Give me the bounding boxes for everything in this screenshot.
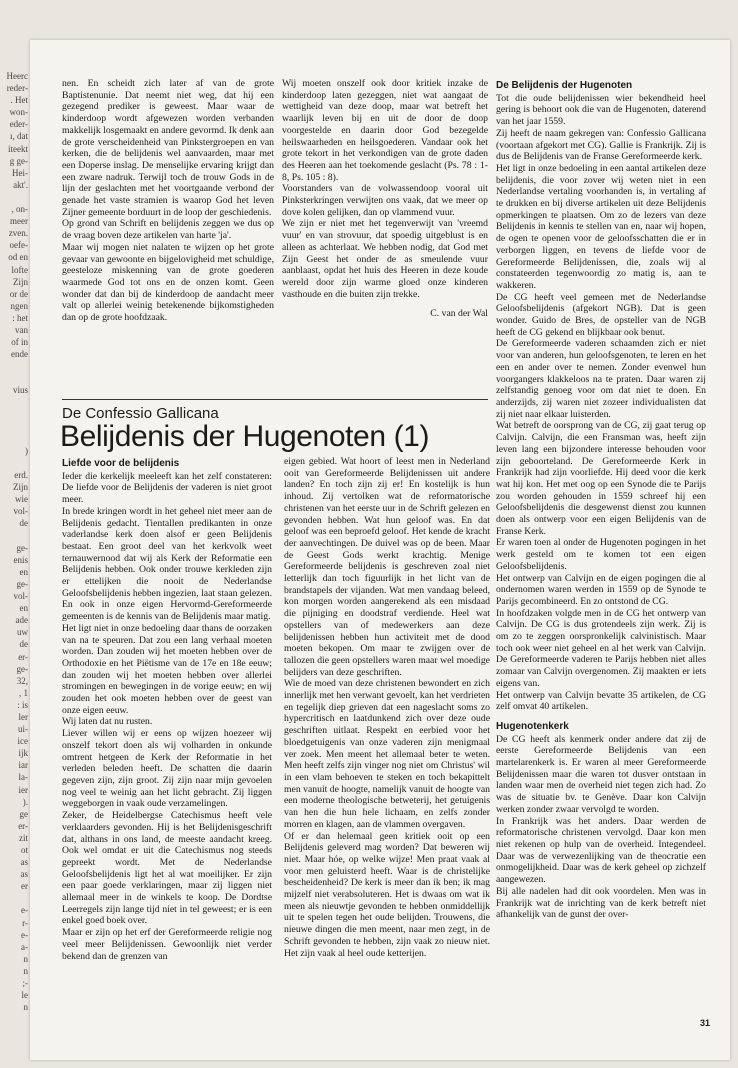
margin-fragment: of in	[11, 337, 28, 348]
paragraph: Zeker, de Heidelbergse Catechismus heeft vele verklaarders gevonden. Hij is het Belijdenisgeschrift dat, althans in ons land, de meeste aandacht kreeg. Ook wel omdat er uit die Catechismus nog steeds gepreekt wordt. Met de Nederlandse Geloofsbelijdenis ligt het al wat moeilijker. Er zijn een paar goede verklaringen, maar zij liggen niet allemaal meer in de winkels te koop. De Dordtse Leerregels zijn lange tijd niet in tel geweest; er is een enkel goed boek over.	[62, 810, 272, 927]
paragraph: Ieder die kerkelijk meeleeft kan het zelf constateren: De liefde voor de Belijdenis der vaderen is niet groot meer.	[62, 470, 272, 506]
margin-fragment	[0, 892, 28, 904]
margin-fragment: as	[20, 869, 28, 880]
margin-fragment: vol-	[13, 591, 28, 602]
margin-fragment: ier	[18, 784, 28, 795]
margin-fragment: ende	[11, 349, 28, 360]
margin-fragment	[0, 409, 28, 421]
paragraph: Er waren toen al onder de Hugenoten pogingen in het werk gesteld om te komen tot een eigen Geloofsbelijdenis.	[496, 537, 706, 572]
paragraph: De Gereformeerde vaderen schaamden zich er niet voor van anderen, hun geloofsgenoten, te leren en het een en ander over te nemen. Zonder evenwel hun voorgangers klakkeloos na te praten. Daar waren zij zelfstandig genoeg voor om dat niet te doen. En anderzijds, zij waren niet zozeer individualisten dat zij niet naar elkaar luisterden.	[496, 338, 706, 420]
article2-column-c	[496, 78, 706, 1018]
margin-fragment: de	[19, 518, 28, 529]
margin-fragment: zit	[19, 832, 28, 843]
margin-fragment: wie	[15, 494, 28, 505]
article-title: Belijdenis der Hugenoten (1)	[60, 420, 430, 453]
margin-fragment: vol-	[13, 506, 28, 517]
margin-fragment: er	[21, 881, 28, 892]
margin-fragment: : is	[17, 699, 28, 710]
article1-column-b	[282, 78, 488, 400]
margin-fragment: en	[19, 603, 28, 614]
margin-fragment	[0, 457, 28, 469]
paragraph: Het ligt in onze bedoeling in een aantal artikelen deze belijdenis, die voor zover wij weten niet in een Nederlandse vertaling voorhanden is, in vertaling af te drukken en bij diverse artikelen uit deze Belijdenis opmerkingen te plaatsen. Om zo de lezers van deze Belijdenis in kennis te stellen van en, naar wij hopen, de ogen te openen voor de geloofsschatten die er in verborgen liggen, en tevens de liefde voor de Gereformeerde Belijdenissen, die, zoals wij al constateerden tegenwoordig zo matig is, aan te wakkeren.	[496, 162, 706, 291]
margin-fragment: n	[23, 953, 28, 964]
margin-fragment: ui-	[18, 724, 28, 735]
paragraph: Of er dan helemaal geen kritiek ooit op een Belijdenis geleverd mag worden? Dat beweren wij niet. Maar hóe, op welke wijze! Men praat vaak al voor men geluisterd heeft. Waar is de christelijke bescheidenheid? De kerk is meer dan ik ben; ik mag mijzelf niet verabsoluteren. Het is dwaas om wat ik meen als nieuwtje gevonden te hebben onmiddellijk uit te spelen tegen het oude belijden. Trouwens, die nieuwe dingen die men meent, naar men zegt, in de Schrift gevonden te hebben, zijn vaak zo nieuw niet. Het zijn vaak al heel oude ketterijen.	[284, 830, 490, 959]
margin-fragment: akt'.	[13, 179, 28, 190]
margin-fragment: r-	[22, 917, 28, 928]
margin-fragment: ler	[18, 711, 28, 722]
paragraph: Wij moeten onszelf ook door kritiek inzake de kinderdoop laten gezeggen, niet wat aangaat de wettigheid van deze doop, maar wat betreft het waarlijk leven bij en uit de door de doop voorgestelde en daarin door God bezegelde heilswaarheden en heilsgoederen. Vandaar ook het grote tekort in het verkondigen van de grote daden des Heeren aan het toekomende geslacht (Ps. 78 : 1-8, Ps. 105 : 8).	[282, 78, 488, 183]
margin-fragment: enis	[13, 554, 28, 565]
paragraph: Wat betreft de oorsprong van de CG, zij gaat terug op Calvijn. Calvijn, die een Fransman was, heeft zijn leven lang een bijzondere interesse behouden voor zijn geboorteland. De Gereformeerde Kerk in Frankrijk had zijn voorliefde. Hij deed voor die kerk wat hij kon. Het met oog op een Synode die te Parijs zou worden gehouden in 1559 schreef hij een Geloofsbelijdenis die desgewenst dienst zou kunnen doen als ontwerp voor een eigen Belijdenis van de Franse Kerk.	[496, 420, 706, 537]
margin-fragment: lofte	[11, 264, 28, 275]
margin-fragment: oefe-	[9, 240, 28, 251]
margin-fragment: er-	[18, 651, 28, 662]
paragraph: In brede kringen wordt in het geheel niet meer aan de Belijdenis gedacht. Tientallen predikanten in onze vaderlandse kerk doen alsof er geen Belijdenis bestaat. Een groot deel van het kerkvolk weet ternauwernood dat wij als Kerk der Reformatie een Belijdenis hebben. Ook onder trouwe kerkleden zijn er ettelijken die nooit de Nederlandse Geloofsbelijdenis hebben ingezien, laat staan gelezen. En ook in onze eigen Hervormd-Gereformeerde gemeenten is de kennis van de Belijdenis maar matig.	[62, 505, 272, 623]
paragraph: Zij heeft de naam gekregen van: Confessio Gallicana (voortaan afgekort met CG). Gallie is Frankrijk. Zij is dus de Belijdenis van de Franse Gereformeerde kerk.	[496, 127, 706, 163]
margin-fragment	[0, 191, 28, 203]
margin-fragment: a-	[21, 941, 28, 952]
author-signature: C. van der Wal	[430, 308, 488, 320]
margin-fragment: n	[23, 1002, 28, 1013]
margin-fragment: er-	[18, 820, 28, 831]
margin-fragment: or de	[9, 288, 28, 299]
paragraph: Bij alle nadelen had dit ook voordelen. Men was in Frankrijk wat de inrichting van de kerk betreft niet afhankelijk van de gunst der over-	[496, 885, 706, 921]
subheading: Hugenotenkerk	[496, 720, 569, 732]
margin-fragment: erd.	[14, 470, 28, 481]
margin-fragment: ge	[19, 808, 28, 819]
margin-fragment	[0, 530, 28, 542]
margin-fragment: reder-	[6, 83, 28, 94]
margin-fragment: ijk	[18, 748, 28, 759]
margin-fragment	[0, 421, 28, 433]
margin-fragment: )	[25, 445, 28, 456]
margin-fragment: eder-	[9, 119, 28, 130]
margin-fragment: ge-	[16, 542, 28, 553]
paragraph: Het ligt niet in onze bedoeling daar thans de oorzaken van na te speuren. Dat zou een lang verhaal moeten worden. Dan zouden wij het moeten hebben over de Orthodoxie en het Piëtisme van de 17e en 18e eeuw; dan zouden wij het moeten hebben over allerlei stromingen en bewegingen in de vorige eeuw; en wij zouden het ook moeten hebben over de geest van onze eigen eeuw.	[62, 622, 272, 716]
paragraph: In hoofdzaken volgde men in de CG het ontwerp van Calvijn. De CG is dus grotendeels zijn werk. Zij is om zo te zeggen oorspronkelijk calvinistisch. Maar toch ook weer niet geheel en al het werk van Calvijn. De Gereformeerde vaderen te Parijs hebben niet alles zomaar van Calvijn overgenomen. Zij maakten er iets eigens van.	[496, 607, 706, 689]
margin-fragment: won-	[9, 107, 28, 118]
paragraph: Tot die oude belijdenissen wier bekendheid heel gering is behoort ook die van de Hugenoten, daterend van het jaar 1559.	[496, 92, 706, 128]
article2-column-b	[284, 456, 490, 1024]
article2-column-a	[62, 456, 272, 1024]
margin-fragment: n	[23, 965, 28, 976]
subheading: Liefde voor de belijdenis	[62, 458, 180, 469]
adjacent-page-margin-text	[0, 70, 28, 1030]
paragraph: De CG heeft veel gemeen met de Nederlandse Geloofsbelijdenis (afgekort NGB). Dat is geen wonder. Guido de Bres, de opsteller van de NGB heeft de CG gekend en blijkbaar ook benut.	[496, 291, 706, 338]
paragraph: Liever willen wij er eens op wijzen hoezeer wij onszelf tekort doen als wij volharden in onkunde omtrent hetgeen de Kerk der Reformatie in het verleden beleden heeft. De schatten die daarin gegeven zijn, zijn groot. Zij zijn naar mijn gevoelen nog veel te weinig aan het licht gebracht. Zij liggen weggeborgen in vaak oude verzamelingen.	[62, 728, 272, 810]
margin-fragment: Heerc	[6, 71, 28, 81]
margin-fragment: 32,	[16, 675, 28, 686]
margin-fragment: od en	[8, 252, 28, 263]
article1-column-a	[62, 78, 274, 400]
margin-fragment: uw	[17, 627, 28, 638]
paragraph: Wie de moed van deze christenen bewondert en zich innerlijk met hen verwant gevoelt, kan het verdrieten en tegelijk diep grieven dat een nageslacht soms zo hypercritisch en laatdunkend zich over deze oude geschriften uitlaat. Respekt en eerbied voor het bloedgetuigenis van onze vaderen zijn menigmaal ver zoek. Men meent het allemaal beter te weten. Men heeft zelfs zijn vinger nog niet om Christus' wil in een vlam behoeven te steken en toch bekapittelt men vanuit de hoogte, namelijk vanuit de hoogte van een moderne theologische betweterij, het getuigenis van hen die hun hele lichaam, en zelfs zonder morren en klagen, aan de vlammen overgaven.	[284, 678, 490, 830]
margin-fragment	[0, 397, 28, 409]
paragraph: Wij laten dat nu rusten.	[62, 716, 153, 728]
margin-fragment: ngen	[10, 300, 28, 311]
margin-fragment: le	[21, 990, 28, 1001]
margin-fragment: de	[19, 639, 28, 650]
margin-fragment: ot	[20, 845, 28, 855]
paragraph: Op grond van Schrift en belijdenis zeggen we dus op de vraag boven deze artikelen van harte 'ja'.	[62, 218, 274, 242]
paragraph: Maar er zijn op het erf der Gereformeerde religie nog veel meer Belijdenissen. Gewoonlijk niet verder bekend dan de grenzen van	[62, 927, 272, 962]
margin-fragment: as	[20, 857, 28, 868]
article-kicker: De Confessio Gallicana	[62, 405, 219, 422]
margin-fragment: van	[15, 324, 28, 335]
paragraph: nen. En scheidt zich later af van de grote Baptistenunie. Dat neemt niet weg, dat hij een gezegend prediker is geweest. Maar waar de kinderdoop wordt afgewezen worden verbanden makkelijk losgemaakt en andere gevormd. Ik denk aan de grote verscheidenheid van Pinkstergroepen en van kerken, die de belijdenis wel aanvaarden, maar met een Doperse inslag. De menselijke ervaring krijgt dan een zware nadruk. Terwijl toch de trouw Gods in de lijn der geslachten met het voortgaande verbond der genade het vaste stramien is waarop God het leven Zijner gemeente borduurt in de loop der geschiedenis.	[62, 78, 274, 218]
margin-fragment: la-	[18, 772, 28, 783]
subheading: De Belijdenis der Hugenoten	[496, 80, 633, 91]
margin-fragment: ge-	[16, 578, 28, 589]
page-number: 31	[700, 1018, 711, 1028]
margin-fragment: zven.	[8, 228, 28, 239]
paragraph: We zijn er niet met het tegenverwijt van 'vreemd vuur' en van strovuur, dat spoedig uitgeblust is en alleen as achterlaat. We hebben nodig, dat God met Zijn Geest het onder de as smeulende vuur aanblaast, opdat het huis des Heeren in deze koude wereld door zijn warme gloed onze kinderen vasthoude en die buiten zijn trekke.	[282, 218, 488, 300]
margin-fragment	[0, 360, 28, 372]
margin-fragment: ade	[15, 615, 28, 626]
margin-fragment	[0, 372, 28, 384]
margin-fragment: , 1	[19, 687, 28, 698]
margin-fragment: e-	[21, 905, 28, 916]
margin-fragment: . Het	[10, 95, 28, 106]
paragraph: Het ontwerp van Calvijn en de eigen pogingen die al ondernomen waren werden in 1559 op de Synode te Parijs gecombineerd. En zo ontstond de CG.	[496, 572, 706, 607]
article-divider	[62, 399, 488, 400]
margin-fragment: Zijn	[13, 276, 28, 287]
margin-fragment: : het	[12, 312, 28, 323]
paragraph: Maar wij mogen niet nalaten te wijzen op het grote gevaar van gewoonte en bijgelovigheid met schuldige, geesteloze miskenning van de grote goederen waarmede God tot ons en de onzen komt. Geen wonder dat dan bij de kinderdoop de aandacht meer valt op allerlei weinig betekenende bijkomstigheden dan op de grote hoofdzaak.	[62, 241, 274, 324]
paragraph: In Frankrijk was het anders. Daar werden de reformatorische christenen vervolgd. Daar kon men niet rekenen op hulp van de overheid. Integendeel. Daar was de verwezenlijking van de theocratie een onmogelijkheid. Daar was de kerk geheel op zichzelf aangewezen.	[496, 815, 706, 886]
margin-fragment: ;-	[22, 978, 28, 989]
paragraph: eigen gebied. Wat hoort of leest men in Nederland ooit van Gereformeerde Belijdenissen uit andere landen? En toch zijn zij er! En kostelijk is hun inhoud. Zij vertolken wat de reformatorische christenen van het eerste uur in de Schrift gelezen en gevonden hebben. Wat hun geloof was. En dat geloof was een beproefd geloof. Het kende de kracht der aanvechtingen. De duivel was op de been. Maar de Geest Gods werkt krachtig. Menige Gereformeerde belijdenis is geschreven zoal niet letterlijk dan toch figuurlijk in het licht van de brandstapels der vijanden. Wat men vandaag beleed, kon morgen worden aangerekend als een misdaad die pijniging en doodstraf verdiende. Heel wat opstellers van of medewerkers aan deze belijdenissen hebben hun activiteit met de dood moeten bekopen. Om maar te zwijgen over de tallozen die geen opstellers waren maar wel moedige belijders van deze geschriften.	[284, 456, 490, 678]
margin-fragment: ge-	[16, 663, 28, 674]
margin-fragment: , on-	[11, 204, 28, 215]
margin-fragment: ice	[17, 736, 28, 747]
margin-fragment: ı, dat	[10, 131, 28, 142]
margin-fragment: en	[19, 566, 28, 577]
paragraph: Het ontwerp van Calvijn bevatte 35 artikelen, de CG zelf omvat 40 artikelen.	[496, 689, 706, 713]
margin-fragment	[0, 433, 28, 445]
paragraph: De CG heeft als kenmerk onder andere dat zij de eerste Gereformeerde Belijdenis van een martelarenkerk is. Er waren al meer Gereformeerde Belijdenissen maar die waren tot dusver ontstaan in landen waar men de overheid niet tegen zich had. Zo was de situatie bv. te Genève. Daar kon Calvijn werken zonder zwaar vervolgd te worden.	[496, 733, 706, 815]
spacer	[496, 713, 706, 719]
paragraph: Voorstanders van de volwassendoop vooral uit Pinksterkringen verwijten ons vaak, dat we meer op dove kolen gelijken, dan op vlammend vuur.	[282, 183, 488, 218]
margin-fragment: iar	[18, 760, 28, 771]
margin-fragment: e-	[21, 929, 28, 940]
margin-fragment: iteekt	[8, 143, 28, 154]
margin-fragment: Zijn	[13, 482, 28, 493]
margin-fragment: Hei-	[12, 167, 28, 178]
margin-fragment: vius	[12, 385, 28, 396]
margin-fragment: g ge-	[9, 155, 28, 166]
margin-fragment: ).	[22, 796, 28, 807]
margin-fragment: meer	[10, 216, 28, 227]
